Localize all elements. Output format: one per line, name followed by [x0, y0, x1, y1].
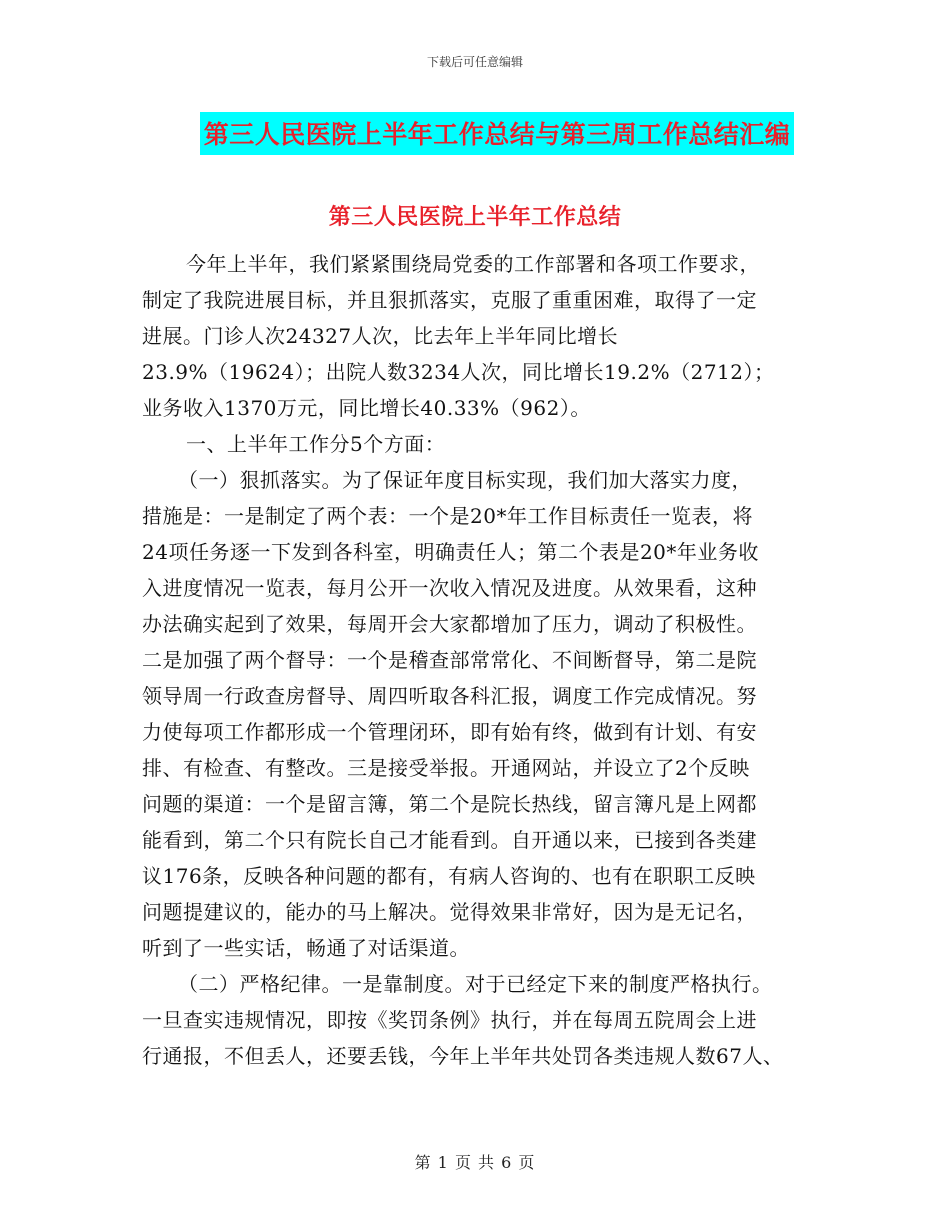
- body-line: 23.9%（19624）；出院人数3234人次，同比增长19.2%（2712）；: [142, 360, 775, 384]
- main-title-container: [0, 112, 950, 155]
- body-line: 听到了一些实话，畅通了对话渠道。: [142, 936, 470, 960]
- body-line: 领导周一行政查房督导、周四听取各科汇报，调度工作完成情况。努: [142, 684, 757, 708]
- body-line: （一）狠抓落实。为了保证年度目标实现，我们加大落实力度，: [178, 468, 752, 492]
- body-line: 制定了我院进展目标，并且狠抓落实，克服了重重困难，取得了一定: [142, 288, 757, 312]
- body-line: （二）严格纪律。一是靠制度。对于已经定下来的制度严格执行。: [178, 972, 773, 996]
- body-line: 行通报，不但丢人，还要丢钱，今年上半年共处罚各类违规人数67人、: [142, 1044, 784, 1068]
- body-line: 措施是：一是制定了两个表：一个是20*年工作目标责任一览表，将: [142, 504, 753, 528]
- body-line: 排、有检查、有整改。三是接受举报。开通网站，并设立了2个反映: [142, 756, 750, 780]
- body-line: 进展。门诊人次24327人次，比去年上半年同比增长: [142, 324, 619, 348]
- body-line: 一旦查实违规情况，即按《奖罚条例》执行，并在每周五院周会上进: [142, 1008, 757, 1032]
- body-line: 一、上半年工作分5个方面：: [186, 432, 446, 456]
- body-line: 二是加强了两个督导：一个是稽查部常常化、不间断督导，第二是院: [142, 648, 757, 672]
- body-line: 入进度情况一览表，每月公开一次收入情况及进度。从效果看，这种: [142, 576, 757, 600]
- sub-title: 第三人民医院上半年工作总结: [328, 204, 622, 230]
- body-line: 今年上半年，我们紧紧围绕局党委的工作部署和各项工作要求，: [186, 252, 760, 276]
- body-line: 办法确实起到了效果，每周开会大家都增加了压力，调动了积极性。: [142, 612, 757, 636]
- main-title: 第三人民医院上半年工作总结与第三周工作总结汇编: [200, 112, 795, 155]
- body-line: 24项任务逐一下发到各科室，明确责任人；第二个表是20*年业务收: [142, 540, 759, 564]
- body-text: [142, 246, 822, 1074]
- body-line: 问题的渠道：一个是留言簿，第二个是院长热线，留言簿凡是上网都: [142, 792, 757, 816]
- body-line: 问题提建议的，能办的马上解决。觉得效果非常好，因为是无记名，: [142, 900, 757, 924]
- body-line: 能看到，第二个只有院长自己才能看到。自开通以来，已接到各类建: [142, 828, 757, 852]
- body-line: 业务收入1370万元，同比增长40.33%（962）。: [142, 396, 591, 420]
- body-line: 力使每项工作都形成一个管理闭环，即有始有终，做到有计划、有安: [142, 720, 757, 744]
- page-footer: 第 1 页 共 6 页: [414, 1153, 536, 1172]
- header-note: 下载后可任意编辑: [426, 55, 523, 69]
- body-line: 议176条，反映各种问题的都有，有病人咨询的、也有在职职工反映: [142, 864, 756, 888]
